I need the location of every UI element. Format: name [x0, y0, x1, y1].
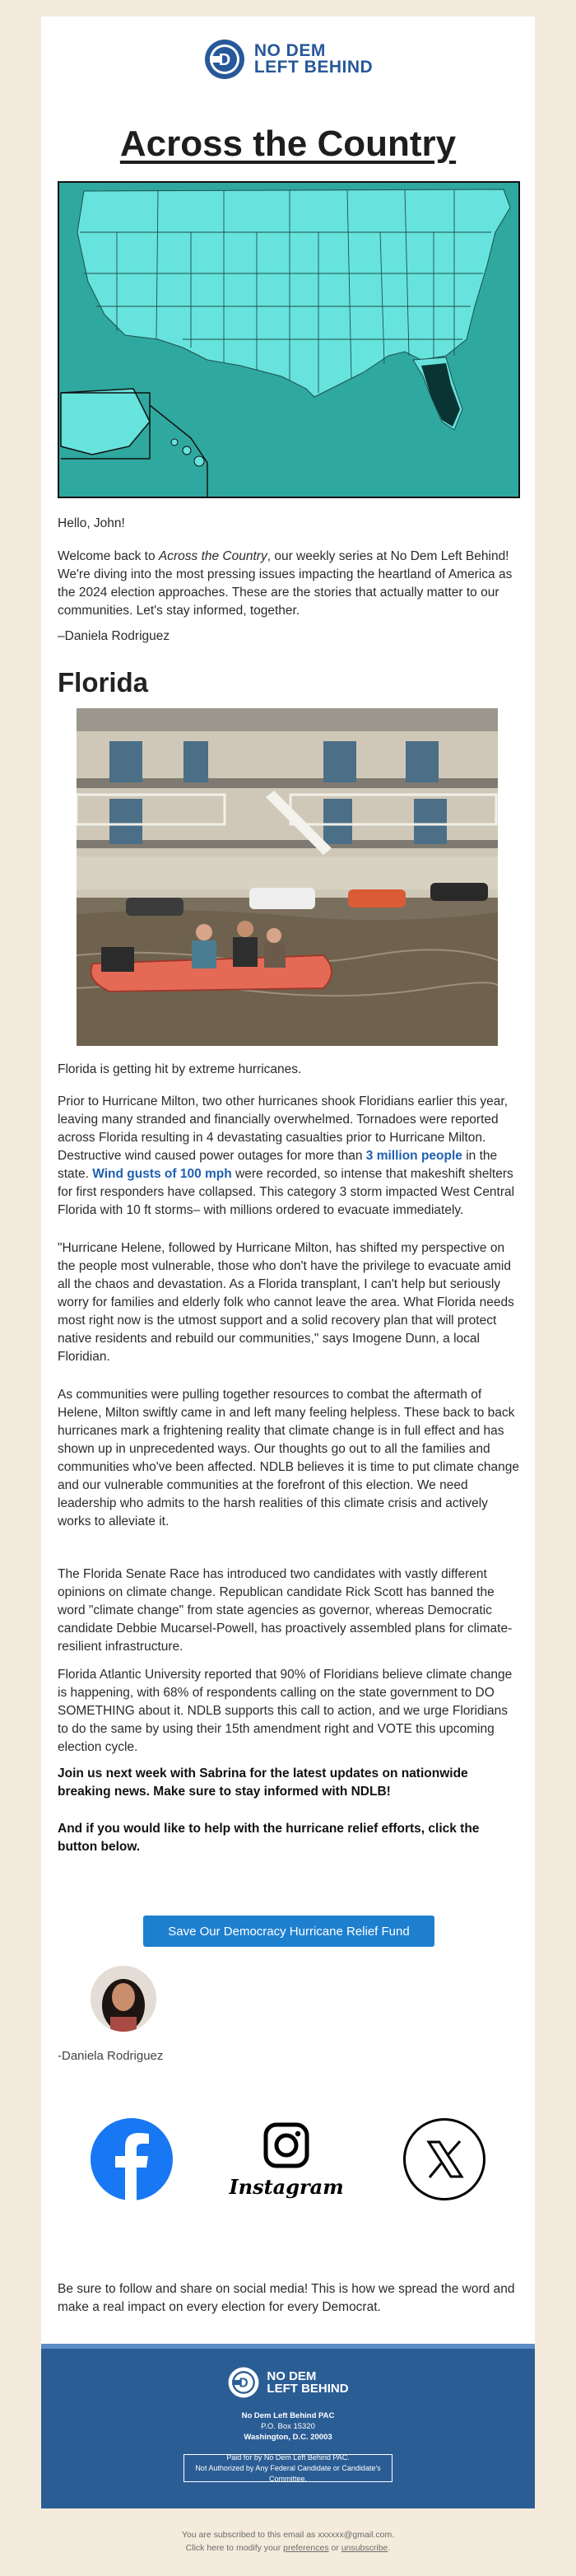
footer-logo-d-icon [227, 2366, 260, 2399]
email-card [41, 16, 535, 2508]
section-paragraph-1: Prior to Hurricane Milton, two other hurricanes shook Floridians earlier this year, leaving many stranded and financially overwhelmed. Tornadoes were reported across Florida resulting in 4 devastating casualties prior to Hurricane Milton. Destructive wind caused power outages for more than 3 million people in the state. Wind gusts of 100 mph were recorded, so intense that makeshift shelters for first responders have collapsed. This category 3 storm impacted West Central Florida with 10 ft storms– with millions ordered to evacuate immediately. [58, 1094, 515, 1217]
footer-logo-line2: LEFT BEHIND [267, 2382, 349, 2396]
subscription-note: You are subscribed to this email as xxxxxx@gmail.com. [181, 2530, 395, 2540]
logo-line1: NO DEM [253, 41, 326, 60]
paid-for-disclaimer: Paid for by No Dem Left Behind PAC. Not Authorized by Any Federal Candidate or Candidate's Committee. [183, 2454, 393, 2482]
svg-text:D: D [239, 2376, 249, 2391]
avatar [91, 1966, 156, 2032]
bold-callout-1: Join us next week with Sabrina for the latest updates on nationwide breaking news. Make sure to stay informed with NDLB! [58, 1766, 468, 1799]
footer-logo-line1: NO DEM [267, 2369, 317, 2383]
svg-text:Instagram: Instagram [229, 2175, 344, 2199]
intro-signature: –Daniela Rodriguez [58, 629, 170, 643]
author-avatar-icon [91, 1966, 156, 2032]
instagram-icon[interactable] [229, 2121, 344, 2212]
footer-logo[interactable] [41, 2366, 535, 2399]
footer-city: Washington, D.C. 20003 [244, 2433, 332, 2442]
section-paragraph-5: Florida Atlantic University reported that 90% of Floridians believe climate change is happening, with 68% of respondents calling on the state government to DO SOMETHING about it. NDLB supports this call to action, and we urge Floridians to do the same by using their 15th amendment right and VOTE this upcoming election cycle. [58, 1668, 513, 1754]
flood-rescue-image [77, 708, 498, 1046]
footer-org: No Dem Left Behind PAC [241, 2411, 335, 2420]
share-text: Be sure to follow and share on social media! This is how we spread the word and make a real impact on every election for every Democrat. [58, 2282, 515, 2314]
page-title: Across the Country [119, 124, 457, 164]
preferences-link[interactable]: preferences [283, 2543, 329, 2553]
bold-callout-2: And if you would like to help with the hurricane relief efforts, click the button below. [58, 1822, 480, 1854]
us-map-image [58, 181, 520, 498]
greeting: Hello, John! [58, 516, 125, 530]
x-icon[interactable] [403, 2118, 485, 2200]
closing-signature: -Daniela Rodriguez [58, 2049, 164, 2063]
section-paragraph-2: "Hurricane Helene, followed by Hurricane Milton, has shifted my perspective on the people most vulnerable, those who don't have the privilege to evacuate amid all the chaos and devastation. As a Florida transplant, I can't help but seriously worry for families and elderly folk who cannot leave the area. What Florida needs most right now is the utmost support and a solid recovery plan that will protect native residents and rebuild our communities," says Imogene Dunn, a local Floridian. [58, 1241, 514, 1364]
hurricane-photo [77, 708, 498, 1046]
relief-fund-button[interactable]: Save Our Democracy Hurricane Relief Fund [143, 1916, 434, 1947]
unsubscribe-link[interactable]: unsubscribe [341, 2543, 388, 2553]
section-lead: Florida is getting hit by extreme hurricanes. [58, 1062, 302, 1076]
logo-d-icon [203, 38, 246, 81]
section-paragraph-4: The Florida Senate Race has introduced two candidates with vastly different opinions on climate change. Republican candidate Rick Scott has banned the word "climate change" from state agencies as governor, whereas Democratic candidate Debbie Mucarsel-Powell, has proactively assembled plans for climate-resilient infrastructure. [58, 1567, 513, 1654]
svg-text:D: D [218, 51, 231, 69]
us-map-icon [59, 183, 520, 498]
footer-po-box: P.O. Box 15320 [261, 2422, 315, 2431]
section-title: Florida [58, 667, 149, 698]
header-logo[interactable] [41, 26, 535, 92]
facebook-icon[interactable] [91, 2118, 173, 2200]
intro-paragraph: Welcome back to Across the Country, our weekly series at No Dem Left Behind! We're diving into the most pressing issues impacting the heartland of America as the 2024 election approaches. These are the stories that actually matter to our communities. Let's stay informed, together. [58, 549, 513, 618]
logo-line2: LEFT BEHIND [253, 58, 374, 77]
preferences-note: Click here to modify your preferences or unsubscribe. [185, 2543, 391, 2553]
section-paragraph-3: As communities were pulling together resources to combat the aftermath of Helene, Milton swiftly came in and left many feeling helpless. These back to back hurricanes mark a frightening reality that climate change is in full effect and has shown up in unprecedented ways. Our thoughts go out to all the families and communities who've been affected. NDLB believes it is time to put climate change and our vulnerable communities at the forefront of this election. We need leadership who admits to the harsh realities of this climate crisis and actively works to alleviate it. [58, 1388, 519, 1528]
